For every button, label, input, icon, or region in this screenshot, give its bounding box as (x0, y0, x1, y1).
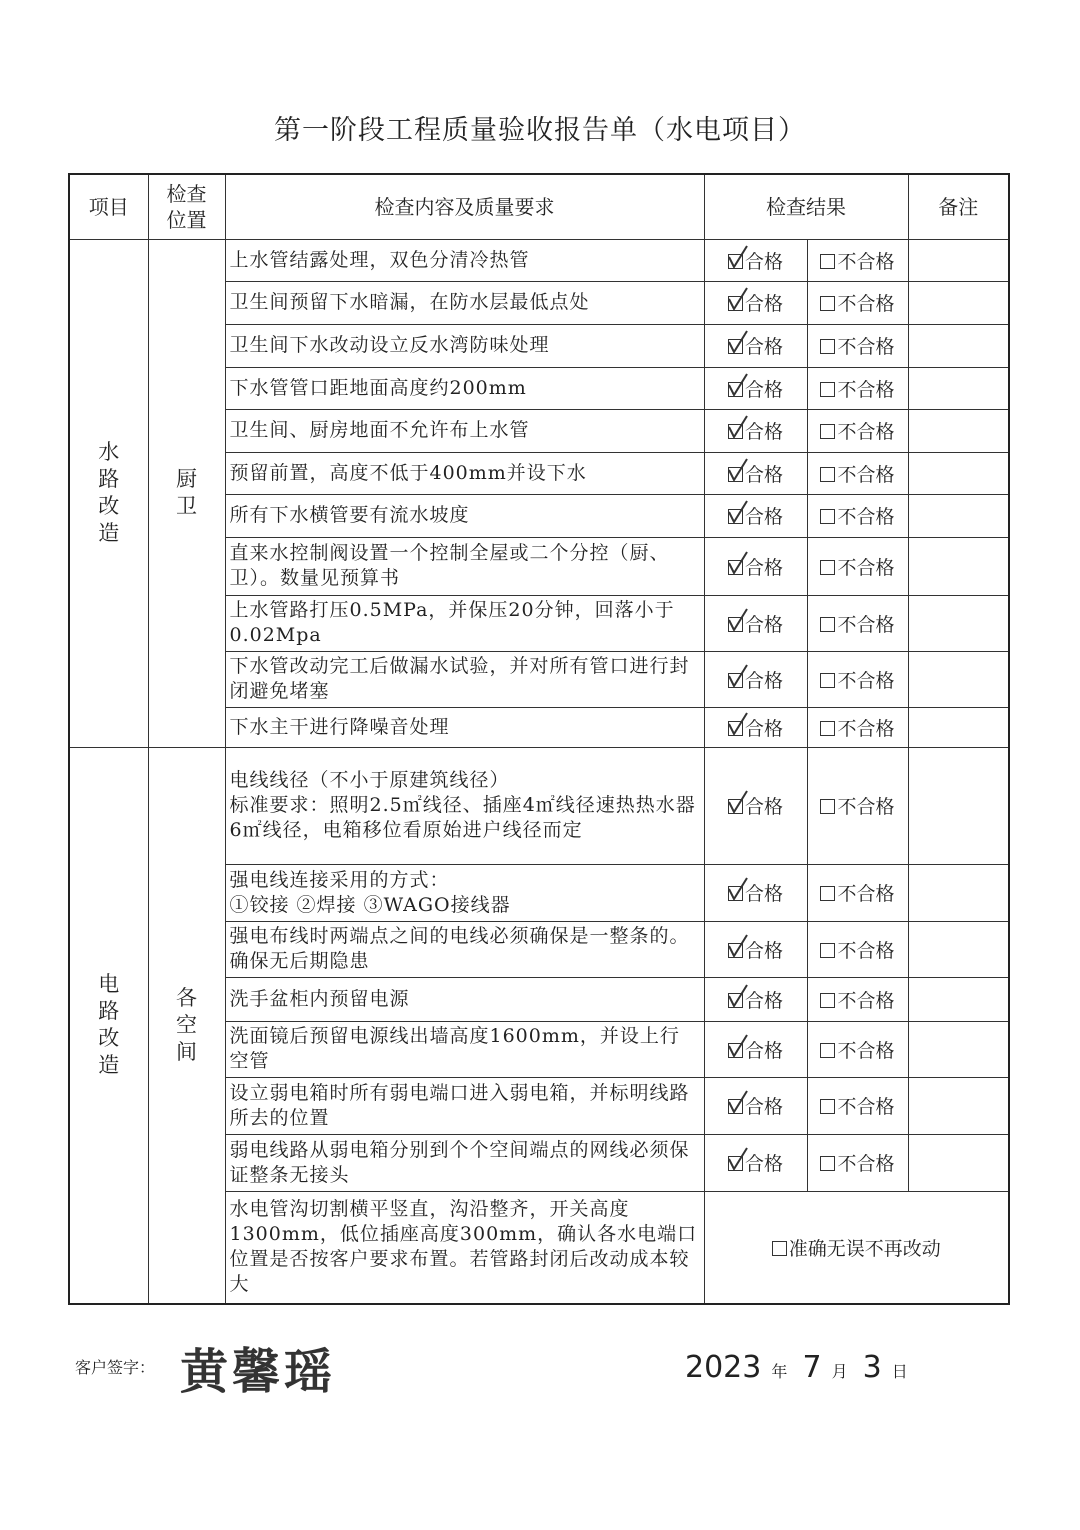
fail-label: 不合格 (837, 613, 895, 636)
checkbox-unchecked-icon[interactable] (820, 673, 835, 688)
category-cell (69, 747, 148, 1304)
pass-option[interactable] (704, 651, 807, 707)
pass-label: 合格 (744, 293, 783, 315)
requirement-text: 电线线径（不小于原建筑线径） 标准要求：照明2.5㎡线径、插座4㎡线径速热热水器6㎡线径，电箱移位看原始进户线径而定 (225, 747, 704, 864)
remark-cell[interactable] (908, 409, 1009, 452)
fail-option[interactable] (807, 1134, 908, 1191)
category-label: 电路改造 (98, 972, 120, 1078)
remark-cell[interactable] (908, 707, 1009, 747)
fail-option[interactable] (807, 747, 908, 864)
requirement-text: 水电管沟切割横平竖直，沟沿整齐，开关高度1300mm，低位插座高度300mm，确认各水电端口位置是否按客户要求布置。若管路封闭后改动成本较大 (225, 1191, 704, 1304)
remark-cell[interactable] (908, 595, 1009, 651)
pass-option[interactable] (704, 921, 807, 977)
checkbox-checked-icon[interactable] (728, 1156, 743, 1171)
remark-cell[interactable] (908, 494, 1009, 537)
date-month: 7 (802, 1350, 822, 1385)
fail-label: 不合格 (837, 421, 895, 443)
pass-option[interactable] (704, 281, 807, 324)
checkbox-unchecked-icon[interactable] (820, 1156, 835, 1171)
fail-option[interactable] (807, 239, 908, 281)
requirement-text: 下水管管口距地面高度约200mm (225, 367, 704, 409)
fail-label: 不合格 (837, 1039, 895, 1062)
pass-label: 合格 (744, 421, 783, 443)
header-remark: 备注 (908, 174, 1009, 239)
checkbox-checked-icon[interactable] (728, 943, 743, 958)
fail-option[interactable] (807, 1077, 908, 1134)
confirm-option[interactable] (704, 1191, 1009, 1304)
checkbox-unchecked-icon[interactable] (820, 886, 835, 901)
pass-option[interactable] (704, 409, 807, 452)
signature-date (675, 1350, 908, 1385)
checkbox-unchecked-icon[interactable] (820, 1099, 835, 1114)
fail-option[interactable] (807, 452, 908, 494)
pass-label: 合格 (744, 506, 783, 528)
header-content: 检查内容及质量要求 (225, 174, 704, 239)
date-day: 3 (862, 1350, 882, 1385)
checkbox-checked-icon[interactable] (728, 799, 743, 814)
category-cell (69, 239, 148, 747)
fail-label: 不合格 (837, 939, 895, 962)
fail-option[interactable] (807, 651, 908, 707)
remark-cell[interactable] (908, 1021, 1009, 1077)
remark-cell[interactable] (908, 864, 1009, 921)
pass-label: 合格 (744, 336, 783, 358)
requirement-text: 强电布线时两端点之间的电线必须确保是一整条的。确保无后期隐患 (225, 921, 704, 977)
pass-label: 合格 (744, 1039, 783, 1062)
remark-cell[interactable] (908, 239, 1009, 281)
fail-option[interactable] (807, 1021, 908, 1077)
pass-option[interactable] (704, 494, 807, 537)
date-year-unit: 年 (771, 1362, 788, 1381)
pass-option[interactable] (704, 1077, 807, 1134)
checkbox-checked-icon[interactable] (728, 1043, 743, 1058)
pass-option[interactable] (704, 239, 807, 281)
checkbox-checked-icon[interactable] (728, 296, 743, 311)
table-row (69, 239, 1009, 281)
checkbox-checked-icon[interactable] (728, 382, 743, 397)
checkbox-checked-icon[interactable] (728, 339, 743, 354)
date-day-unit: 日 (891, 1362, 908, 1381)
pass-option[interactable] (704, 747, 807, 864)
pass-label: 合格 (744, 883, 783, 905)
remark-cell[interactable] (908, 324, 1009, 367)
fail-label: 不合格 (837, 669, 895, 692)
checkbox-unchecked-icon[interactable] (820, 799, 835, 814)
header-item: 项目 (69, 174, 148, 239)
checkbox-unchecked-icon[interactable] (820, 993, 835, 1008)
location-cell (148, 747, 225, 1304)
pass-label: 合格 (744, 669, 783, 692)
remark-cell[interactable] (908, 747, 1009, 864)
fail-label: 不合格 (837, 883, 895, 905)
requirement-text: 卫生间预留下水暗漏，在防水层最低点处 (225, 281, 704, 324)
checkbox-checked-icon[interactable] (728, 721, 743, 736)
checkbox-checked-icon[interactable] (728, 673, 743, 688)
pass-label: 合格 (744, 556, 783, 579)
fail-label: 不合格 (837, 336, 895, 358)
fail-label: 不合格 (837, 250, 895, 273)
requirement-text: 设立弱电箱时所有弱电端口进入弱电箱，并标明线路所去的位置 (225, 1077, 704, 1134)
location-label: 各空间 (176, 985, 197, 1064)
requirement-text: 卫生间、厨房地面不允许布上水管 (225, 409, 704, 452)
fail-label: 不合格 (837, 556, 895, 579)
checkbox-unchecked-icon[interactable] (820, 424, 835, 439)
remark-cell[interactable] (908, 537, 1009, 595)
date-month-unit: 月 (831, 1362, 848, 1381)
requirement-text: 所有下水横管要有流水坡度 (225, 494, 704, 537)
requirement-text: 直来水控制阀设置一个控制全屋或二个分控（厨、卫）。数量见预算书 (225, 537, 704, 595)
remark-cell[interactable] (908, 367, 1009, 409)
location-cell (148, 239, 225, 747)
fail-option[interactable] (807, 324, 908, 367)
checkbox-checked-icon[interactable] (728, 560, 743, 575)
pass-label: 合格 (744, 717, 783, 740)
remark-cell[interactable] (908, 1134, 1009, 1191)
checkbox-checked-icon[interactable] (728, 254, 743, 269)
fail-option[interactable] (807, 707, 908, 747)
customer-signature: 黄馨瑶 (180, 1344, 337, 1400)
fail-label: 不合格 (837, 717, 895, 740)
checkbox-checked-icon[interactable] (728, 886, 743, 901)
header-location: 检查位置 (148, 174, 225, 239)
checkbox-unchecked-icon[interactable] (820, 509, 835, 524)
checkbox-checked-icon[interactable] (728, 617, 743, 632)
checkbox-unchecked-icon[interactable] (820, 560, 835, 575)
pass-label: 合格 (744, 250, 783, 273)
requirement-text: 强电线连接采用的方式： ①铰接 ②焊接 ③WAGO接线器 (225, 864, 704, 921)
checkbox-checked-icon[interactable] (728, 1099, 743, 1114)
pass-option[interactable] (704, 1021, 807, 1077)
checkbox-unchecked-icon[interactable] (820, 382, 835, 397)
requirement-text: 上水管结露处理，双色分清冷热管 (225, 239, 704, 281)
checkbox-unchecked-icon[interactable] (820, 721, 835, 736)
checkbox-unchecked-icon[interactable] (772, 1241, 787, 1256)
requirement-text: 上水管路打压0.5MPa，并保压20分钟，回落小于0.02Mpa (225, 595, 704, 651)
requirement-text: 洗面镜后预留电源线出墙高度1600mm，并设上行空管 (225, 1021, 704, 1077)
pass-option[interactable] (704, 537, 807, 595)
checkbox-unchecked-icon[interactable] (820, 467, 835, 482)
form-title: 第一阶段工程质量验收报告单（水电项目） (274, 115, 806, 146)
pass-label: 合格 (744, 613, 783, 636)
fail-label: 不合格 (837, 506, 895, 528)
fail-option[interactable] (807, 409, 908, 452)
checkbox-unchecked-icon[interactable] (820, 617, 835, 632)
requirement-text: 预留前置，高度不低于400mm并设下水 (225, 452, 704, 494)
pass-label: 合格 (744, 939, 783, 962)
pass-label: 合格 (744, 796, 783, 818)
header-result: 检查结果 (704, 174, 908, 239)
fail-label: 不合格 (837, 796, 895, 818)
pass-option[interactable] (704, 324, 807, 367)
fail-option[interactable] (807, 494, 908, 537)
fail-option[interactable] (807, 367, 908, 409)
checkbox-unchecked-icon[interactable] (820, 296, 835, 311)
remark-cell[interactable] (908, 921, 1009, 977)
pass-option[interactable] (704, 864, 807, 921)
checkbox-checked-icon[interactable] (728, 424, 743, 439)
fail-label: 不合格 (837, 1096, 895, 1118)
pass-option[interactable] (704, 595, 807, 651)
fail-label: 不合格 (837, 378, 895, 401)
fail-label: 不合格 (837, 293, 895, 315)
fail-label: 不合格 (837, 1153, 895, 1175)
checkbox-unchecked-icon[interactable] (820, 254, 835, 269)
remark-cell[interactable] (908, 281, 1009, 324)
remark-cell[interactable] (908, 1077, 1009, 1134)
fail-option[interactable] (807, 595, 908, 651)
fail-option[interactable] (807, 864, 908, 921)
remark-cell[interactable] (908, 977, 1009, 1021)
pass-option[interactable] (704, 367, 807, 409)
fail-option[interactable] (807, 281, 908, 324)
requirement-text: 卫生间下水改动设立反水湾防味处理 (225, 324, 704, 367)
requirement-text: 洗手盆柜内预留电源 (225, 977, 704, 1021)
checkbox-unchecked-icon[interactable] (820, 943, 835, 958)
checkbox-unchecked-icon[interactable] (820, 339, 835, 354)
pass-label: 合格 (744, 378, 783, 401)
checkbox-unchecked-icon[interactable] (820, 1043, 835, 1058)
requirement-text: 下水管改动完工后做漏水试验，并对所有管口进行封闭避免堵塞 (225, 651, 704, 707)
pass-label: 合格 (744, 463, 783, 486)
signature-label: 客户签字： (75, 1358, 156, 1377)
remark-cell[interactable] (908, 452, 1009, 494)
checkbox-checked-icon[interactable] (728, 467, 743, 482)
fail-option[interactable] (807, 921, 908, 977)
pass-option[interactable] (704, 707, 807, 747)
fail-label: 不合格 (837, 463, 895, 486)
pass-label: 合格 (744, 1153, 783, 1175)
inspection-table (68, 173, 1010, 1305)
requirement-text: 下水主干进行降噪音处理 (225, 707, 704, 747)
remark-cell[interactable] (908, 651, 1009, 707)
requirement-text: 弱电线路从弱电箱分别到个个空间端点的网线必须保证整条无接头 (225, 1134, 704, 1191)
checkbox-checked-icon[interactable] (728, 509, 743, 524)
pass-label: 合格 (744, 1096, 783, 1118)
pass-label: 合格 (744, 989, 783, 1012)
fail-label: 不合格 (837, 989, 895, 1012)
pass-option[interactable] (704, 977, 807, 1021)
checkbox-checked-icon[interactable] (728, 993, 743, 1008)
pass-option[interactable] (704, 1134, 807, 1191)
category-label: 水路改造 (98, 440, 120, 545)
location-label: 厨卫 (176, 467, 197, 518)
fail-option[interactable] (807, 537, 908, 595)
confirm-label: 准确无误不再改动 (788, 1237, 941, 1260)
date-year: 2023 (685, 1350, 762, 1385)
fail-option[interactable] (807, 977, 908, 1021)
pass-option[interactable] (704, 452, 807, 494)
table-row (69, 747, 1009, 864)
